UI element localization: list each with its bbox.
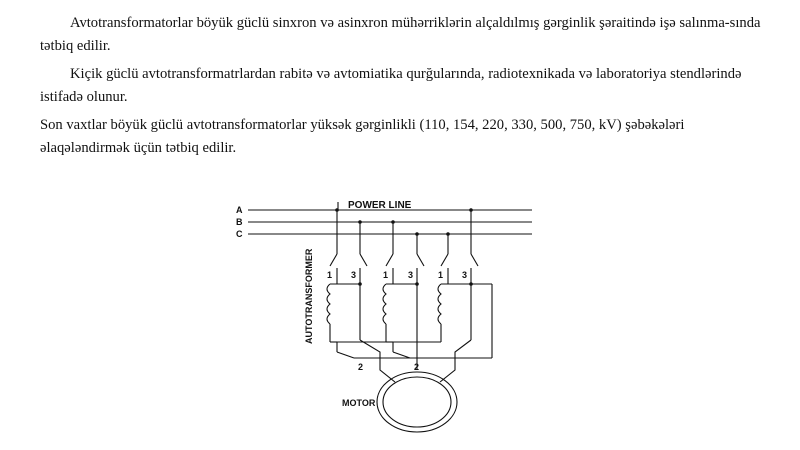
switch-label-2a: 2 xyxy=(358,362,364,372)
motor-inner xyxy=(383,377,451,427)
phase-group-2 xyxy=(383,222,424,358)
switch-label-3b: 3 xyxy=(408,270,414,280)
switch-label-1c: 1 xyxy=(438,270,444,280)
switch-label-2b: 2 xyxy=(414,362,420,372)
phase-label-c: C xyxy=(236,229,243,239)
phase-label-b: B xyxy=(236,217,243,227)
switch-label-3c: 3 xyxy=(462,270,468,280)
paragraph-3: Son vaxtlar böyük güclü avtotransformatorlar yüksək gərginlikli (110, 154, 220, 330, 500, 750, kV) şəbəkələri əlaqələndirmək üçün tətbiq edilir. xyxy=(40,117,685,156)
autotransformer-diagram xyxy=(230,192,550,450)
motor-outer xyxy=(377,372,457,432)
switch-label-1b: 1 xyxy=(383,270,389,280)
power-line-label: POWER LINE xyxy=(348,200,412,211)
paragraph-2: Kiçik güclü avtotransformatrlardan rabitə və avtomiatika qurğularında, radiotexnikada və laboratoriya stendlərində istifadə olunur. xyxy=(40,66,742,105)
autotransformer-label: AUTOTRANSFORMER xyxy=(304,248,314,344)
paragraph-1: Avtotransformatorlar böyük güclü sinxron və asinxron mühərriklərin alçaldılmış gərginlik şəraitində işə salınma-sında tətbiq edilir. xyxy=(40,15,761,54)
circuit-svg xyxy=(230,192,550,450)
switch-label-3a: 3 xyxy=(351,270,357,280)
motor-label: MOTOR xyxy=(342,398,376,408)
phase-group-3 xyxy=(438,210,478,342)
switch-label-1a: 1 xyxy=(327,270,333,280)
document-text xyxy=(40,12,765,165)
phase-label-a: A xyxy=(236,205,243,215)
